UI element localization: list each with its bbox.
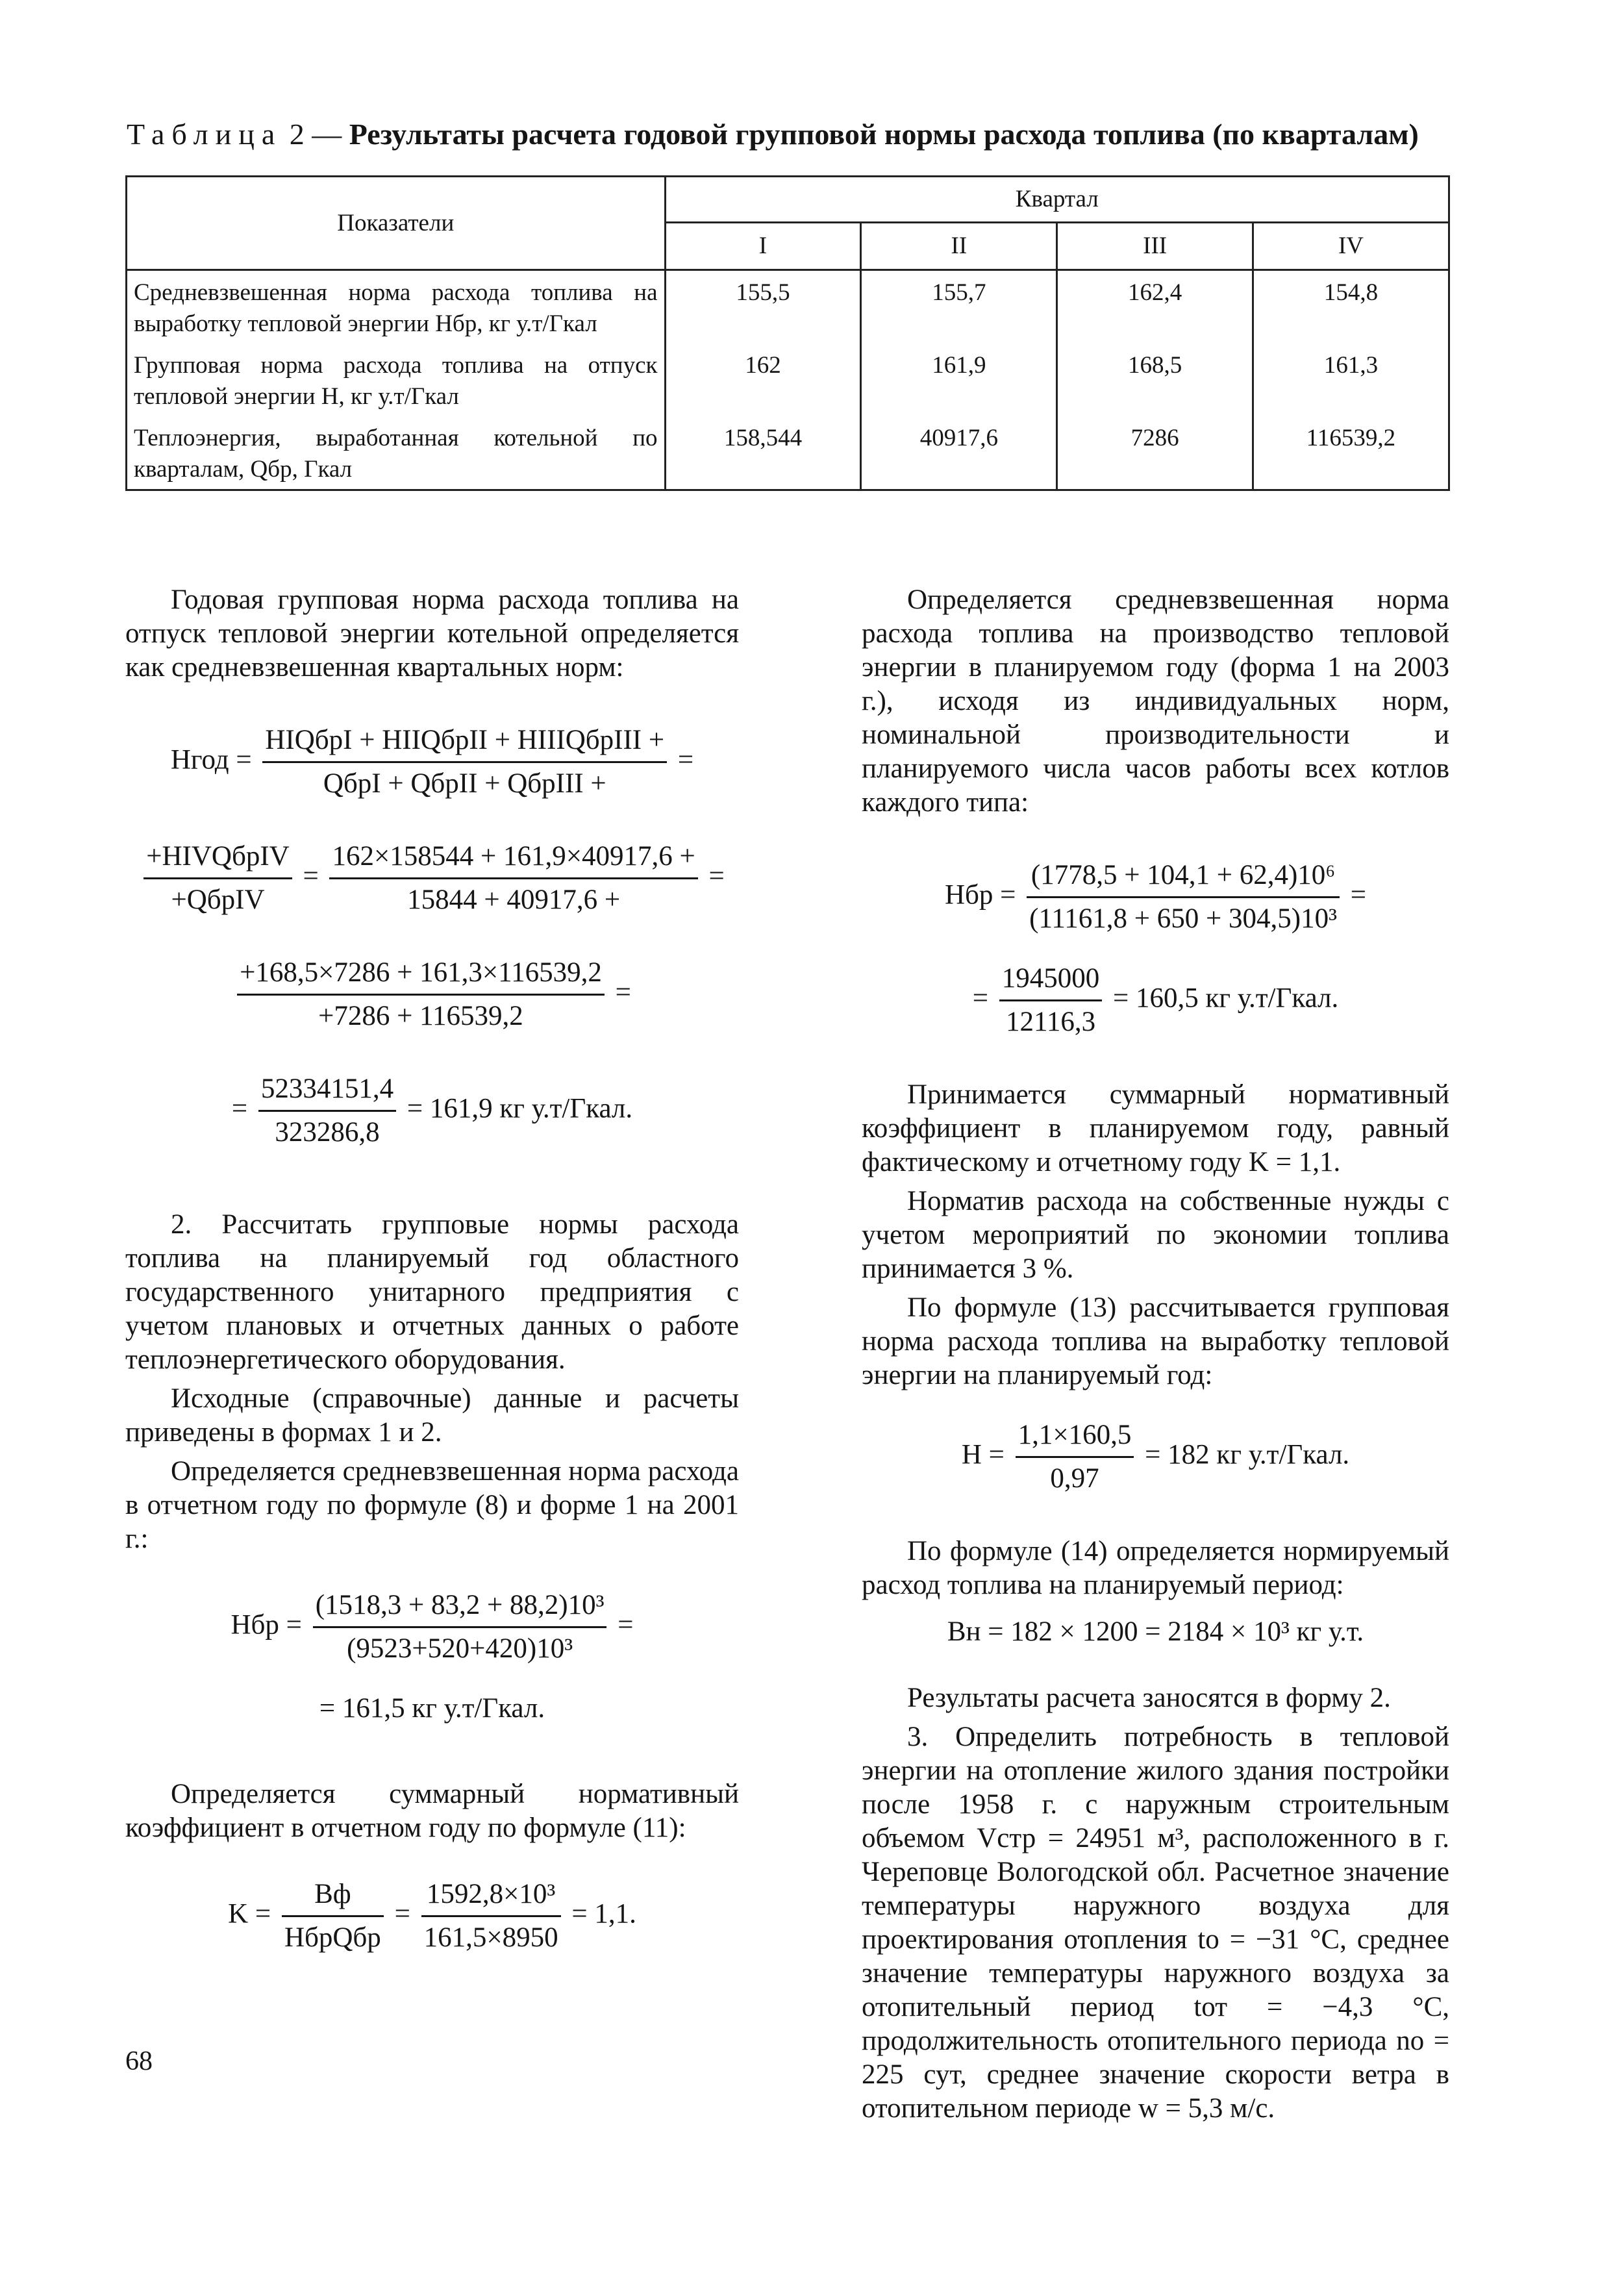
equation-consumption: Bн = 182 × 1200 = 2184 × 10³ кг у.т. <box>947 1616 1364 1647</box>
paragraph: Исходные (справочные) данные и расчеты приведены в формах 1 и 2. <box>125 1383 739 1448</box>
equation-planned-norm <box>862 859 1449 936</box>
denominator: QбрI + QбрII + QбрIII + <box>323 768 606 799</box>
paragraph: Годовая групповая норма расхода топлива на отпуск тепловой энергии котельной определяется как средневзвешенная квартальных норм: <box>125 584 739 683</box>
fraction <box>237 956 605 1033</box>
paragraph: 2. Рассчитать групповые нормы расхода топлива на планируемый год областного государственного унитарного предприятия с учетом плановых и отчетных данных о работе теплоэнергетического оборудования. <box>125 1209 739 1375</box>
denominator: +7286 + 116539,2 <box>318 1001 523 1031</box>
header-quarter: Квартал <box>665 177 1449 223</box>
cell-value: 116539,2 <box>1253 416 1449 490</box>
denominator: 161,5×8950 <box>423 1922 558 1953</box>
result-text: = 160,5 кг у.т/Гкал. <box>1113 983 1339 1014</box>
equation-continuation <box>125 956 739 1033</box>
equation-planned-result <box>862 962 1449 1039</box>
fraction <box>329 840 697 917</box>
paragraph: Результаты расчета заносятся в форму 2. <box>907 1683 1391 1713</box>
row-label: Групповая норма расхода топлива на отпуск тепловой энергии H, кг у.т/Гкал <box>127 344 666 416</box>
equals-sign: = <box>677 744 694 775</box>
denominator: 323286,8 <box>275 1117 380 1148</box>
denominator: (9523+520+420)10³ <box>347 1633 573 1664</box>
numerator: 1592,8×10³ <box>421 1878 561 1917</box>
header-indicators: Показатели <box>127 177 666 270</box>
equals-sign: = <box>618 1609 634 1640</box>
row-label: Средневзвешенная норма расхода топлива на выработку тепловой энергии Hбр, кг у.т/Гкал <box>127 270 666 344</box>
quarter-header: III <box>1057 223 1253 270</box>
denominator: (11161,8 + 650 + 304,5)10³ <box>1029 903 1337 934</box>
table-row <box>127 344 1449 416</box>
fraction <box>282 1878 384 1955</box>
cell-value: 161,9 <box>861 344 1057 416</box>
fraction <box>1027 859 1340 936</box>
fraction <box>313 1589 607 1666</box>
denominator: +QбрIV <box>171 885 265 915</box>
equation-lhs: Hбр = <box>944 879 1016 911</box>
numerator: 162×158544 + 161,9×40917,6 + <box>329 840 697 879</box>
result-text: = 161,9 кг у.т/Гкал. <box>406 1093 633 1124</box>
equation-lhs: Hгод = <box>170 744 252 775</box>
cell-value: 162 <box>665 344 861 416</box>
paragraph: 3. Определить потребность в тепловой энергии на отопление жилого здания постройки после 1958 г. с наружным строительным объемом Vстр = 24951 м³, расположенного в г. Череповце Вологодской обл. Расчетное значение температуры наружного воздуха для проектирования отопления tо = −31 °С, среднее значение температуры наружного воздуха за отопительный период tот = −4,3 °С, продолжительность отопительного периода nо = 225 сут, среднее значение скорости ветра в отопительном периоде w = 5,3 м/с. <box>862 1722 1449 2124</box>
equation-group-norm <box>862 1418 1449 1496</box>
denominator: 15844 + 40917,6 + <box>407 885 621 915</box>
cell-value: 40917,6 <box>861 416 1057 490</box>
caption-dash: — <box>312 118 342 151</box>
paragraph: Определяется суммарный нормативный коэффициент в отчетном году по формуле (11): <box>125 1779 739 1843</box>
numerator: HIQбрI + HIIQбрII + HIIIQбрIII + <box>262 723 667 763</box>
results-table <box>125 175 1450 491</box>
equation-substitution <box>125 840 739 917</box>
numerator: 52334151,4 <box>258 1072 396 1112</box>
cell-value: 154,8 <box>1253 270 1449 344</box>
cell-value: 155,5 <box>665 270 861 344</box>
cell-value: 161,3 <box>1253 344 1449 416</box>
paragraph: По формуле (13) рассчитывается групповая норма расхода топлива на выработку тепловой энергии на планируемый год: <box>862 1292 1449 1390</box>
page-number: 68 <box>125 2046 153 2076</box>
cell-value: 168,5 <box>1057 344 1253 416</box>
numerator: 1,1×160,5 <box>1016 1418 1134 1458</box>
cell-value: 155,7 <box>861 270 1057 344</box>
equation-annual-norm <box>125 723 739 801</box>
denominator: 0,97 <box>1050 1463 1099 1494</box>
equals-sign: = <box>972 983 989 1014</box>
equals-sign: = <box>1350 879 1367 911</box>
numerator: 1945000 <box>999 962 1103 1001</box>
equation-lhs: K = <box>228 1898 271 1929</box>
cell-value: 162,4 <box>1057 270 1253 344</box>
fraction <box>999 962 1103 1039</box>
fraction <box>262 723 667 801</box>
table-row <box>127 270 1449 344</box>
fraction <box>258 1072 396 1149</box>
equals-sign: = <box>615 977 631 1008</box>
equals-sign: = <box>231 1093 248 1124</box>
numerator: (1518,3 + 83,2 + 88,2)10³ <box>313 1589 607 1628</box>
left-column <box>125 583 739 1955</box>
denominator: 12116,3 <box>1005 1007 1096 1037</box>
quarter-header: I <box>665 223 861 270</box>
quarter-header: IV <box>1253 223 1449 270</box>
table-row <box>127 416 1449 490</box>
equation-report-norm <box>125 1589 739 1666</box>
numerator: Bф <box>282 1878 384 1917</box>
paragraph: Определяется средневзвешенная норма расхода в отчетном году по формуле (8) и форме 1 на 2001 г.: <box>125 1456 739 1554</box>
caption-word: Таблица <box>127 118 282 151</box>
equation-report-result: = 161,5 кг у.т/Гкал. <box>319 1693 545 1724</box>
paragraph: По формуле (14) определяется нормируемый расход топлива на планируемый период: <box>862 1536 1449 1600</box>
denominator: HбрQбр <box>284 1922 381 1953</box>
paragraph: Определяется средневзвешенная норма расхода топлива на производство тепловой энергии в планируемом году (форма 1 на 2003 г.), исходя из индивидуальных норм, номинальной производительности и планируемого числа часов работы всех котлов каждого типа: <box>862 584 1449 818</box>
result-text: = 182 кг у.т/Гкал. <box>1145 1439 1350 1470</box>
equation-coefficient <box>125 1878 739 1955</box>
caption-title: Результаты расчета годовой групповой нормы расхода топлива (по кварталам) <box>349 118 1419 151</box>
equation-lhs: Hбр = <box>231 1609 302 1640</box>
paragraph: Принимается суммарный нормативный коэффициент в планируемом году, равный фактическому и отчетному году K = 1,1. <box>862 1079 1449 1177</box>
equals-sign: = <box>708 860 725 892</box>
equals-sign: = <box>394 1898 410 1929</box>
numerator: (1778,5 + 104,1 + 62,4)10⁶ <box>1027 859 1340 898</box>
fraction <box>1016 1418 1134 1496</box>
caption-number: 2 <box>289 118 305 151</box>
equation-result <box>125 1072 739 1149</box>
fraction <box>144 840 292 917</box>
result-text: = 1,1. <box>571 1898 636 1929</box>
fraction <box>421 1878 561 1955</box>
equals-sign: = <box>303 860 319 892</box>
numerator: +168,5×7286 + 161,3×116539,2 <box>237 956 605 996</box>
quarter-header: II <box>861 223 1057 270</box>
table-caption <box>127 117 1419 151</box>
equation-lhs: H = <box>961 1439 1005 1470</box>
cell-value: 158,544 <box>665 416 861 490</box>
paragraph: Норматив расхода на собственные нужды с учетом мероприятий по экономии топлива принимается 3 %. <box>862 1186 1449 1284</box>
cell-value: 7286 <box>1057 416 1253 490</box>
right-column <box>862 583 1449 2131</box>
numerator: +HIVQбрIV <box>144 840 292 879</box>
row-label: Теплоэнергия, выработанная котельной по кварталам, Qбр, Гкал <box>127 416 666 490</box>
